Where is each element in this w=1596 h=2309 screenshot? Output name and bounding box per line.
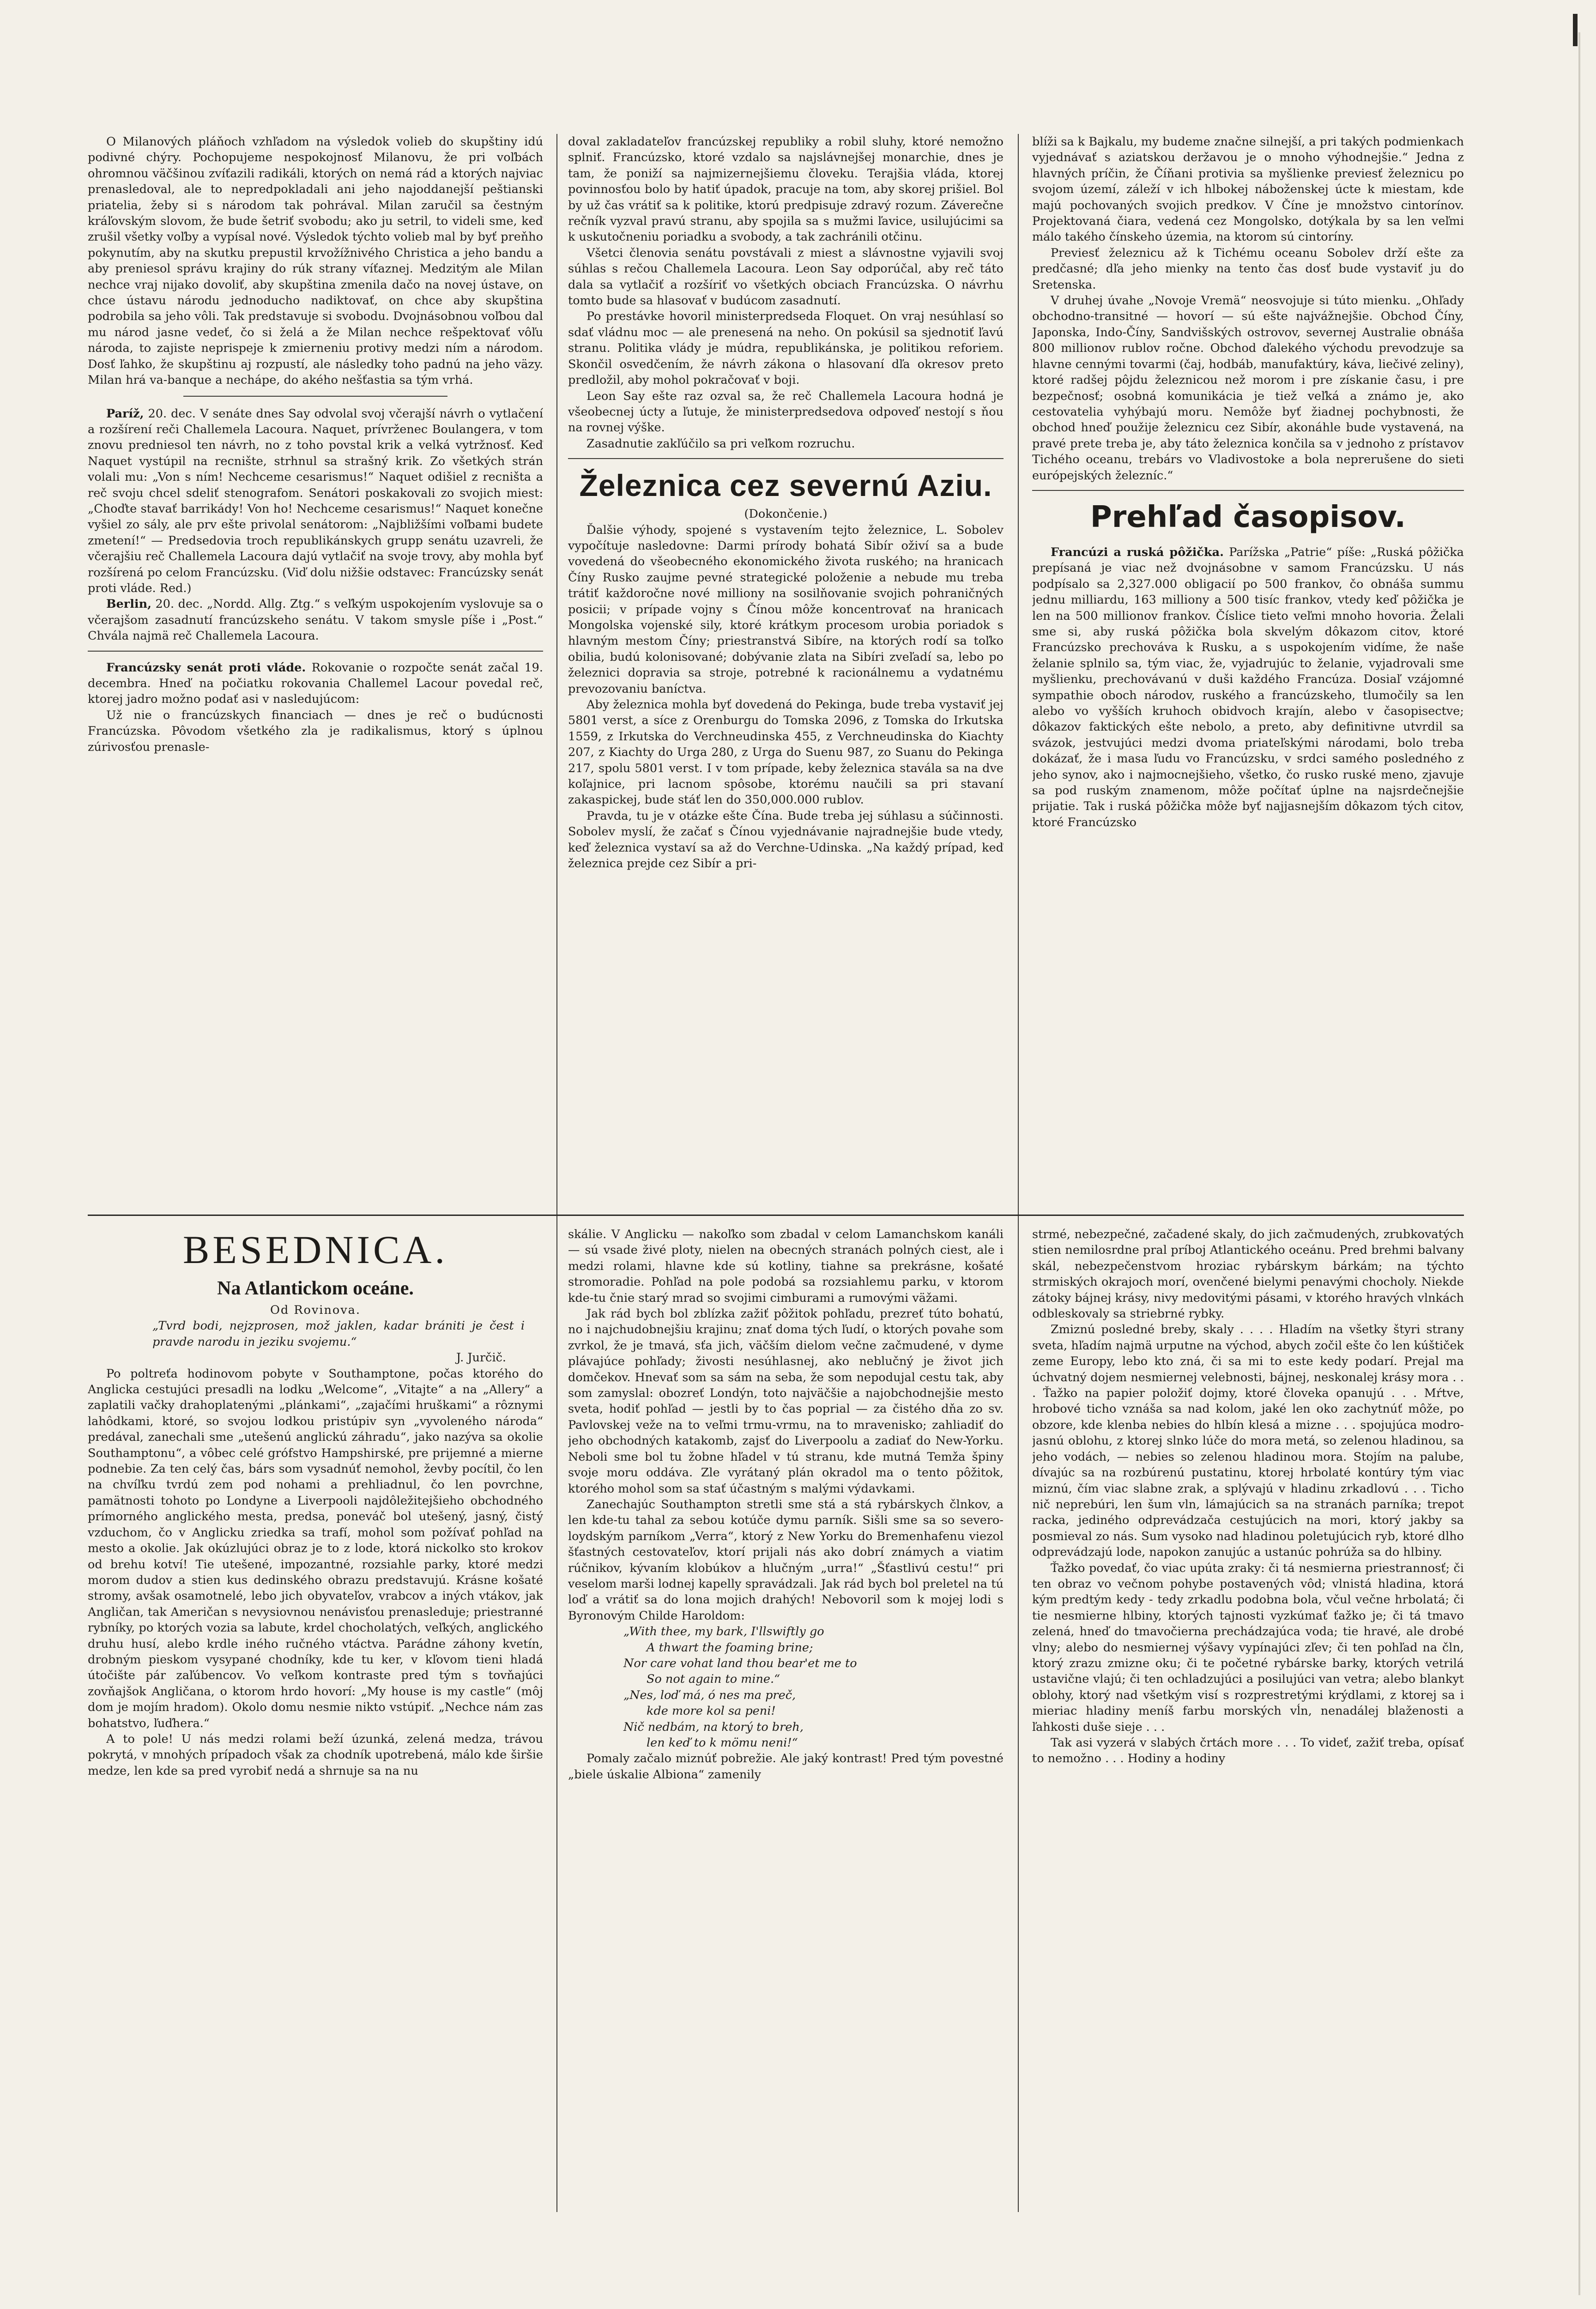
feuilleton-paragraph: Tak asi vyzerá v slabých črtách more . . . To videť, zažiť treba, opísať to nemožno . . . Hodiny a hodiny: [1032, 1736, 1464, 1766]
rail-paragraph: Ďalšie výhody, spojené s vystavením tejto železnice, L. Sobolev vypočítuje nasledovne: Darmi prírody bohatá Sibír oživí sa a bude vovedená do všeobecného ekonomického života ruského; na hranicach Číny Rusko zaujme pevné strategické položenie a nebude mu treba trátiť každoročne nové milliony na sosilňovanie svojich pohraničných posicii; v prípade vojny s Čínou môže koncentrovať na hranicach Mongolska vojenské sily, ktoré krátkym procesom urobia poriadok s hlavným mestom Číny; priestranstvá Sibíre, na ktorých rodí sa toľko obilia, budú kolonisované; dobývanie zlata na Sibíri zveľadí sa, lebo po železnici dopravia sa stroje, potrebné k racionálnemu a vydatnému prevozovaniu baníctva.: [568, 523, 1004, 696]
poem-line: len keď to k mömu neni!“: [647, 1736, 798, 1750]
feuilleton-paragraph: Zmiznú posledné breby, skaly . . . . Hladím na všetky štyri strany sveta, hľadím najmä urputne na východ, abych zočil ešte čo len kúštiček zeme Europy, lebo kto zná, či sa mi to este kedy podarí. Prejal ma úchvatný dojem nesmiernej velebnosti, bájnej, neskonalej krásy mora . . . Ťažko na papier položiť dojmy, ktoré človeka opanujú . . . Mŕtve, hrobové ticho vznáša sa nad kolom, jaké len oko zachytnúť môže, po obzore, kde klenba nebies do hlbín klesá a mizne . . . spojujúca modro-jasnú oblohu, z ktorej slnko lúče do mora metá, so zelenou hladinou, sa jeho vodách, — nebies so zelenou hladinou mora. Stojím na palube, dívajúc sa na rozbúrenú pustatinu, ktorej hrbolaté kontúry tým viac miznú, čím viac slabne zrak, a splývajú v hladinu zrkadlovú . . . Ticho nič neprebúri, len šum vln, lámajúcich sa na stranách parníka; trepot racka, jediného odprevádzača cestujúcich na mori, ktorý jakby sa posmieval zo nás. Sum vysoko nad hladinou poletujúcich ryb, ktoré dlho odprevádzajú lode, napokon zanujúc a ustanúc pohrúža sa do hlbiny.: [1032, 1323, 1464, 1559]
rail-paragraph: Pravda, tu je v otázke ešte Čína. Bude treba jej súhlasu a súčinnosti. Sobolev myslí, že začať s Čínou vyjednávanie najradnejšie bude vtedy, keď železnica vystaví sa až do Verchne-Udinska. „Na každý prípad, keď železnica prejde cez Sibír a pri-: [568, 809, 1004, 871]
feuilleton-paragraph: Zanechajúc Southampton stretli sme stá a stá rybárskych člnkov, a len kde-tu tahal za sebou kotúče dymu parník. Sišli sme sa so severo-loydským parníkom „Verra“, ktorý z New Yorku do Bremenhafenu viezol šťastných cestovateľov, ktorí prijali nás ako dobrí známych a viatim rúčnikov, kývaním klobúkov a hlučným „urra!“ „Šťastlivú cestu!“ pri veselom marši lodnej kapelly spravádzali. Jak rád bych bol preletel na tú loď a vrátiť sa do lona mojich drahých! Nebovoril som k mojej lodi s Byronovým Childe Haroldom:: [568, 1497, 1004, 1623]
feuilleton-byline: Od Rovinova.: [270, 1303, 361, 1317]
poem-line: A thwart the foaming brine;: [647, 1640, 813, 1655]
press-lead: Francúzi a ruská pôžička.: [1051, 545, 1224, 559]
divider: [183, 396, 447, 397]
poem-line: So not again to mine.“: [647, 1672, 780, 1686]
newspaper-page: [88, 134, 1464, 2212]
milan-article: O Milanových pláňoch vzhľadom na výsledok volieb do skupštiny idú podivné chýry. Pochopujeme nespokojnosť Milanovu, že pri voľbách ohromnou väčšinou zvíťazili radikáli, ktorých on nemá rád a ktorých najviac prenasledoval, ale to nepredpokladali ani jeho najoddanejší peštianski priatelia, žeby si s národom tak pohrával. Milan zaručil sa čestným kráľovským slovom, že bude šetriť svobodu; ako ju setril, to videli sme, keď zrušil všetky voľby a vypísal nové. Výsledok týchto volieb mal by byť preňho pokynutím, aby na skutku prepustil krvožížnivého Christica a jeho bandu a aby preniesol správu krajiny do rúk strany víťaznej. Medzitým ale Milan nechce vraj nijako dovoliť, aby skupština zmenila dačo na novej ústave, on chce ústavu národu jednoducho nadiktovať, on chce aby skupština podrobila sa jeho vôli. Tak predstavuje si svobodu. Dvojnásobnou voľbou dal mu národ jasne vedeť, čo si želá a že Milan nechce rešpektovať vôľu národa, to zajiste neprispeje k zmierneniu protivy medzi ním a národom. Dosť ľahko, že skupštinu aj rozpustí, ale následky toho padnú na jeho väzy. Milan hrá va-banque a nechápe, do akého nešťastia sa tým vrhá.: [88, 135, 543, 387]
column-2-top: [568, 134, 1004, 1205]
senat-heading: Francúzsky senát proti vláde.: [106, 660, 306, 675]
paris-text: V senáte dnes Say odvolal svoj včerajší návrh o vytlačení a rozšírení reči Challemela Lacoura. Naquet, prívrženec Boulangera, v tom znovu predniesol ten návrh, no z toho povstal krik a velká vytržnosť. Keď Naquet vystúpil na recnište, strhnul sa strašný krik. Zo všetkých strán volali mu: „Von s ním! Nechceme cesarismus!“ Naquet odišiel z recništa a reč svoju chcel sdeliť stenografom. Senátori poskakovali zo svojich miest: „Choďte stavať barrikády! Von ho! Nechceme cesarismus!“ Naquet konečne vyšiel zo sály, ale prv ešte privolal senátorom: „Najbližšími voľbami budete zmetení!“ — Predsedovia troch republikánskych grupp senátu uzavreli, že včerajšiu reč Challemela Lacoura dajú vytlačiť na svoje trovy, aby mohla byť rozšírená po celom Francúzsku. (Viď dolu nižšie odstavec: Francúzsky senát proti vláde. Red.): [88, 406, 543, 595]
feuilleton-paragraph: Po poltreťa hodinovom pobyte v Southamptone, počas ktorého do Anglicka cestujúci presadli na lodku „Welcome“, „Vitajte“ a na „Allery“ a zaplatili vačky drahoplatenými „plánkami“, „zajačími hruškami“ a rôznymi lahôdkami, ktoré, so svojou lodkou pristúpiv syn „vyvoleného národa“ predával, zanechali sme „utešenú anglickú záhradu“, jako nazýva sa okolie Southamptonu“, a vôbec celé grófstvo Hampshirské, pre prijemné a mierne podnebie. Za ten celý čas, bárs som vysadnúť nemohol, ževby pocítil, čo len na chvíľku tvrdú zem pod nohami a prehliadnul, čo len povrchne, pamätnosti tohoto po Londyne a Liverpooli najdôležitejšieho obchodného prímorného anglického mesta, predsa, poneváč bol utešený, jasný, čistý vzduchom, čo v Anglicku zriedka sa trafí, mohol som požívať pohľad na mesto a okolie. Jak okúzlujúci obraz je to z lode, ktorá nickolko sto krokov od brehu kotví! Tie utešené, impozantné, rozsiahle parky, ktoré medzi morom dudov a stien kus dedinského obrazu predstavujú. Krásne košaté stromy, avšak osamotnelé, lebo jich obyvateľov, vrabcov a iných vtákov, jak Angličan, tak Američan s nevysiovnou nenávisťou prenasleduje; priestranné rybníky, po ktorých vozia sa labute, krdel chocholatých, veľkých, anglického druhu husí, alebo krdle iného ručného vtáctva. Parádne záhony kvetín, drobným pieskom vysypané chodníky, kde tu ker, v kľovom tieni hladá útočište pár zaľúbencov. Vo veľkom kontraste pred tým s tovňajúci zovňajšok Angličana, o ktorom hrdo hovorí: „My house is my castle“ (môj dom je mojím hradom). Okolo domu nesmie nikto vstúpiť. „Nechce nám zas bohatstvo, ľuďhera.“: [88, 1366, 543, 1730]
column-1-bottom: [88, 1227, 543, 2212]
column-rule-1: [556, 134, 557, 2212]
divider: [88, 651, 543, 652]
berlin-article: [88, 596, 543, 644]
press-article: [1032, 544, 1464, 830]
press-text: Parížska „Patrie“ píše: „Ruská pôžička prepísaná je viac než dvojnásobne v samom Francúzsku. U nás podpísalo sa 2,327.000 obligacií po 500 frankov, čo obnáša summu jednu milliardu, 163 milliony a 500 tisíc frankov, vtedy keď pôžička je len na 500 millionov frankov. Číslice tieto veľmi mnoho hovoria. Želali sme si, aby ruská pôžička bola skvelým dôkazom citov, ktoré Francúzsko prechováva k Rusku, a s uspokojením vidíme, že naše želanie splnilo sa, tým viac, že, vyjadrujúc to želanie, vyjadrovali sme myšlienku, prechovávanú v duši každého Francúza. Dosiaľ vzájomné sympathie oboch národov, ruského a francúzskeho, tlumočily sa len alebo vo vyšších kruhoch obidvoch krajín, alebo v časopisectve; dôkazov faktických ešte nebolo, a preto, aby definitivne utvrdil sa svázok, jestvujúci medzi dvoma priateľskými národami, bolo treba dokázať, že i masa ľudu vo Francúzsku, v srdci samého posledného z jeho synov, ako i najmocnejšieho, všetko, čo rusko ruské meno, zjavuje sa pod ruským znamenom, môže počítať úplne na najsrdečnejšie prijatie. Tak i ruská pôžička môže byť najjasnejším dôkazom tých citov, ktoré Francúzsko: [1032, 545, 1464, 829]
column-3-bottom: [1032, 1227, 1464, 2212]
senat-text-3: doval zakladateľov francúzskej republiky a robil sluhy, ktoré nemožno splniť. Francúzsko, ktoré vzdalo sa najslávnejšej monarchie, dnes je tam, že poniží sa najmizernejšiemu človeku. Terajšia vláda, ktorej povinnosťou bolo by hatiť úpadok, pracuje na tom, aby skorej prišiel. Bol by už čas vrátiť sa k politike, ktorú predpisuje zdravý rozum. Záverečne rečník vyzval pravú stranu, aby spojila sa s mužmi ľavice, usilujúcimi sa k uskutočneniu poriadku a svobody, a tak zachránili otčinu.: [568, 135, 1004, 244]
paris-article: [88, 406, 543, 597]
senat-text: Rokovanie o rozpočte senát začal 19. decembra. Hneď na počiatku rokovania Challemel Lacour povedal reč, ktorej jadro možno podať asi v nasledujúcom:: [88, 660, 543, 707]
divider: [1032, 490, 1464, 491]
poem-line: Nor care vohat land thou bear'et me to: [623, 1656, 857, 1670]
senat-text-7: Zasadnutie zakľúčilo sa pri veľkom rozruchu.: [586, 436, 855, 451]
berlin-dateline: Berlin,: [106, 597, 152, 611]
berlin-text: 20. dec. „Nordd. Allg. Ztg.“ s veľkým uspokojením vyslovuje sa o včerajšom zasadnutí francúzskeho senátu. V takom smysle píše i „Post.“ Chvála najmä reč Challemela Lacoura.: [88, 597, 543, 643]
rail-paragraph: blíži sa k Bajkalu, my budeme značne silnejší, a pri takých podmienkach vyjednávať s aziatskou deržavou je o mnoho výhodnejšie.“ Jedna z hlavných príčin, že Číňani protivia sa myšlienke previesť železnicu po svojom území, záleží v ich hlbokej náboženskej úcte k miestam, kde majú pochovaných svojich predkov. V Číne je množstvo cintorínov. Projektovaná čiara, vedená cez Mongolsko, dotýkala by sa len veľmi málo takého čínskeho územia, na ktorom sú cintoríny.: [1032, 135, 1464, 244]
feuilleton-section-title: BESEDNICA.: [182, 1227, 448, 1272]
senat-text-2: Už nie o francúzskych financiach — dnes je reč o budúcnosti Francúzska. Pôvodom všetkého zla je radikalismus, ktorý s úplnou zúrivosťou prenasle-: [88, 708, 543, 754]
feuilleton-paragraph: skálie. V Anglicku — nakoľko som zbadal v celom Lamanchskom kanáli — sú vsade živé ploty, nielen na obecných stranách polných ciest, ale i medzi rolami, hlavne kde sú kotliny, tiahne sa prekrásne, košaté stromoradie. Pohľad na pole podobá sa rozsiahlemu parku, v ktorom kde-tu čnie starý mrad so svojimi cimburami a rumovými väžami.: [568, 1227, 1004, 1305]
feuilleton-title: Na Atlantickom oceáne.: [217, 1278, 414, 1299]
feuilleton-motto: „Tvrd bodi, nejzprosen, mož jaklen, kadar brániti je čest i pravde narodu in jeziku svojemu.“: [152, 1319, 525, 1349]
page-edge-line: [1578, 32, 1580, 2295]
rail-subheading: (Dokončenie.): [744, 507, 828, 521]
rail-paragraph: V druhej úvahe „Novoje Vremä“ neosvojuje si túto mienku. „Ohľady obchodno-transitné — hovorí — sú ešte najvážnejšie. Obchod Číny, Japonska, Indo-Číny, Sandvišských ostrovov, severnej Australie obnáša 800 millionov rublov ročne. Obchod ďalekého východu prevodzuje sa hlavne cennými tovarmi (čaj, hodbáb, manufaktúry, káva, liečivé zeliny), ktoré radšej pôjdu železnicou než morom i pre získanie času, i pre bezpečnosť; osobná komunikácia je tiež veľká a známo je, ako cestovatelia vyhýbajú moru. Nemôže byť žiadnej pochybnosti, že obchod hneď použije železnicu cez Sibír, akonáhle bude vystavená, na pravé prete treba je, aby táto železnica končila sa v jednoho z prístavov Tichého oceanu, trebárs vo Vladivostoke a bola neprerušene do sieti európejských železníc.“: [1032, 294, 1464, 483]
rail-paragraph: Aby železnica mohla byť dovedená do Pekinga, bude treba vystaviť jej 5801 verst, a síce z Orenburgu do Tomska 2096, z Tomska do Irkutska 1559, z Irkutska do Verchneudinska 455, z Verchneudinska do Kiachty 207, z Kiachty do Urga 280, z Urga do Suenu 987, zo Suanu do Pekinga 217, spolu 5801 verst. I v tom prípade, keby železnica stavála sa na dve koľajnice, pri lacnom spôsobe, ktorému naučili sa pri stavaní zakaspickej, bude stáť len do 350,000.000 rublov.: [568, 698, 1004, 807]
column-2-bottom: [568, 1227, 1004, 2212]
feuilleton-paragraph: Jak rád bych bol zblízka zažiť pôžitok pohľadu, prezreť túto bohatú, no i najchudobnejšiu krajinu; znať doma tých ľudí, o ktorých povahe som zvrkol, že je tmavá, sťa jich, väčším dielom večne začmudené, v dyme plávajúce pohľady; živosti nesúhlasnej, ako neblučný je život jich domčekov. Hnevať som sa sám na seba, že som nepodujal cestu tak, aby som zamyslal: obozreť Londýn, toto najväčšie a najobchodnejšie mesto sveta, hodiť pohľad — jestli by to čas poprial — za čistého dňa zo sv. Pavlovskej veže na to veľmi trmu-vrmu, na to mravenisko; zahliadiť do jeho obchodných katakomb, zajsť do Liverpoolu a zadiať do New-Yorku. Neboli sme bol tu žobne hľadel v tú stranu, kde mutná Temža špiny svoje moru oddáva. Zle vyrátaný plán okradol ma o tento pôžitok, ktorého mohol som sa stať účastným s malými výdavkami.: [568, 1307, 1004, 1496]
divider: [568, 458, 1004, 459]
rail-paragraph: Previesť železnicu až k Tichému oceanu Sobolev drží ešte za predčasné; dľa jeho mienky na tento čas dosť bude vystaviť ju do Sretenska.: [1032, 246, 1464, 292]
senat-article: [88, 660, 543, 707]
senat-text-5: Po prestávke hovoril ministerpredseda Floquet. On vraj nesúhlasí so sdať vládnu moc — ale prenesená na neho. On pokúsil sa sjednotiť ľavú stranu. Politika vlády je múdra, republikánska, je politikou reforiem. Skončil osvedčením, že návrh zákona o hlasovaní dľa okresov preto predložil, aby mohol pokračovať v boji.: [568, 309, 1004, 387]
feuilleton-paragraph: strmé, nebezpečné, začadené skaly, do jich začmudených, zrubkovatých stien nemilosrdne pral príboj Atlantického oceánu. Pred brehmi balvany skál, nebezpečenstvom hroziac rybárskym bárkám; na týchto strmiských okrajoch morí, ovenčené bielymi penavými chocholy. Niekde zátoky bájnej krásy, nivy medovitými pásami, v ktorého hravých vlnkách odbleskovaly sa striebrné rybky.: [1032, 1227, 1464, 1321]
poem-line: „With thee, my bark, I'llswiftly go: [623, 1625, 824, 1639]
poem-line: Nič nedbám, na ktorý to breh,: [623, 1720, 804, 1734]
rail-heading: Železnica cez severnú Aziu.: [579, 468, 992, 503]
poem-line: kde more kol sa peni!: [647, 1704, 776, 1718]
feuilleton-paragraph: Pomaly začalo miznúť pobrežie. Ale jaký kontrast! Pred tým povestné „biele úskalie Albiona“ zamenily: [568, 1752, 1004, 1782]
section-rule: [88, 1215, 1464, 1216]
column-rule-2: [1018, 134, 1019, 2212]
page-edge-mark: [1573, 14, 1578, 46]
feuilleton-paragraph: A to pole! U nás medzi rolami beží úzunká, zelená medza, trávou pokrytá, v mnohých prípadoch však za chodník upotrebená, málo kde širšie medze, len kde sa pred vyrobiť nedá a shrnuje sa na nu: [88, 1732, 543, 1778]
column-1-top: [88, 134, 543, 1205]
paris-date: 20. dec.: [148, 406, 196, 421]
feuilleton-paragraph: Ťažko povedať, čo viac upúta zraky: či tá nesmierna priestrannosť; či ten obraz vo večnom pohybe postavených vôd; vlnistá hladina, ktorá kým predtým kedy - tedy zrkadlu podobna bola, včul večne hrbolatá; či tie nesmierne hlbiny, ktorých tajnosti vyzkúmať ťažko je; či tá tmavo zelená, hneď do tmavočierna prechádzajúca voda; tie hravé, ale drobé vlny; alebo do nesmiernej výšavy vypínajúci zľev; či ten pohľad na čln, ktorý zrazu zmizne oku; či te početné rybárske barky, ktorých vetrilá ustavične vlajú; či ten ochladzujúci a posilujúci van vetra; alebo blankyt oblohy, ktorý nad všetkým visí s rozprestretými krýdlami, z ktorej sa i mieriac hladiny meníš farbu morských vĺn, nenadálej blaženosti a ľahkosti duše sieje . . .: [1032, 1561, 1464, 1734]
senat-text-6: Leon Say ešte raz ozval sa, že reč Challemela Lacoura hodná je všeobecnej úcty a ľutuje, že ministerpredsedova odpoveď nestojí s ňou na rovnej výške.: [568, 389, 1004, 435]
press-heading: Prehľad časopisov.: [1090, 500, 1406, 534]
poem-line: „Nes, loď má, ó nes ma preč,: [623, 1688, 796, 1702]
senat-text-4: Všetci členovia senátu povstávali z miest a slávnostne vyjavili svoj súhlas s rečou Challemela Lacoura. Leon Say odporúčal, aby reč táto dala sa vytlačiť a rozšíriť vo všetkých obciach Francúzska. O návrhu tomto bude sa hlasovať v budúcom zasadnutí.: [568, 246, 1004, 308]
feuilleton-motto-author: J. Jurčič.: [456, 1351, 506, 1365]
paris-dateline: Paríž,: [106, 406, 144, 421]
column-3-top: [1032, 134, 1464, 1205]
